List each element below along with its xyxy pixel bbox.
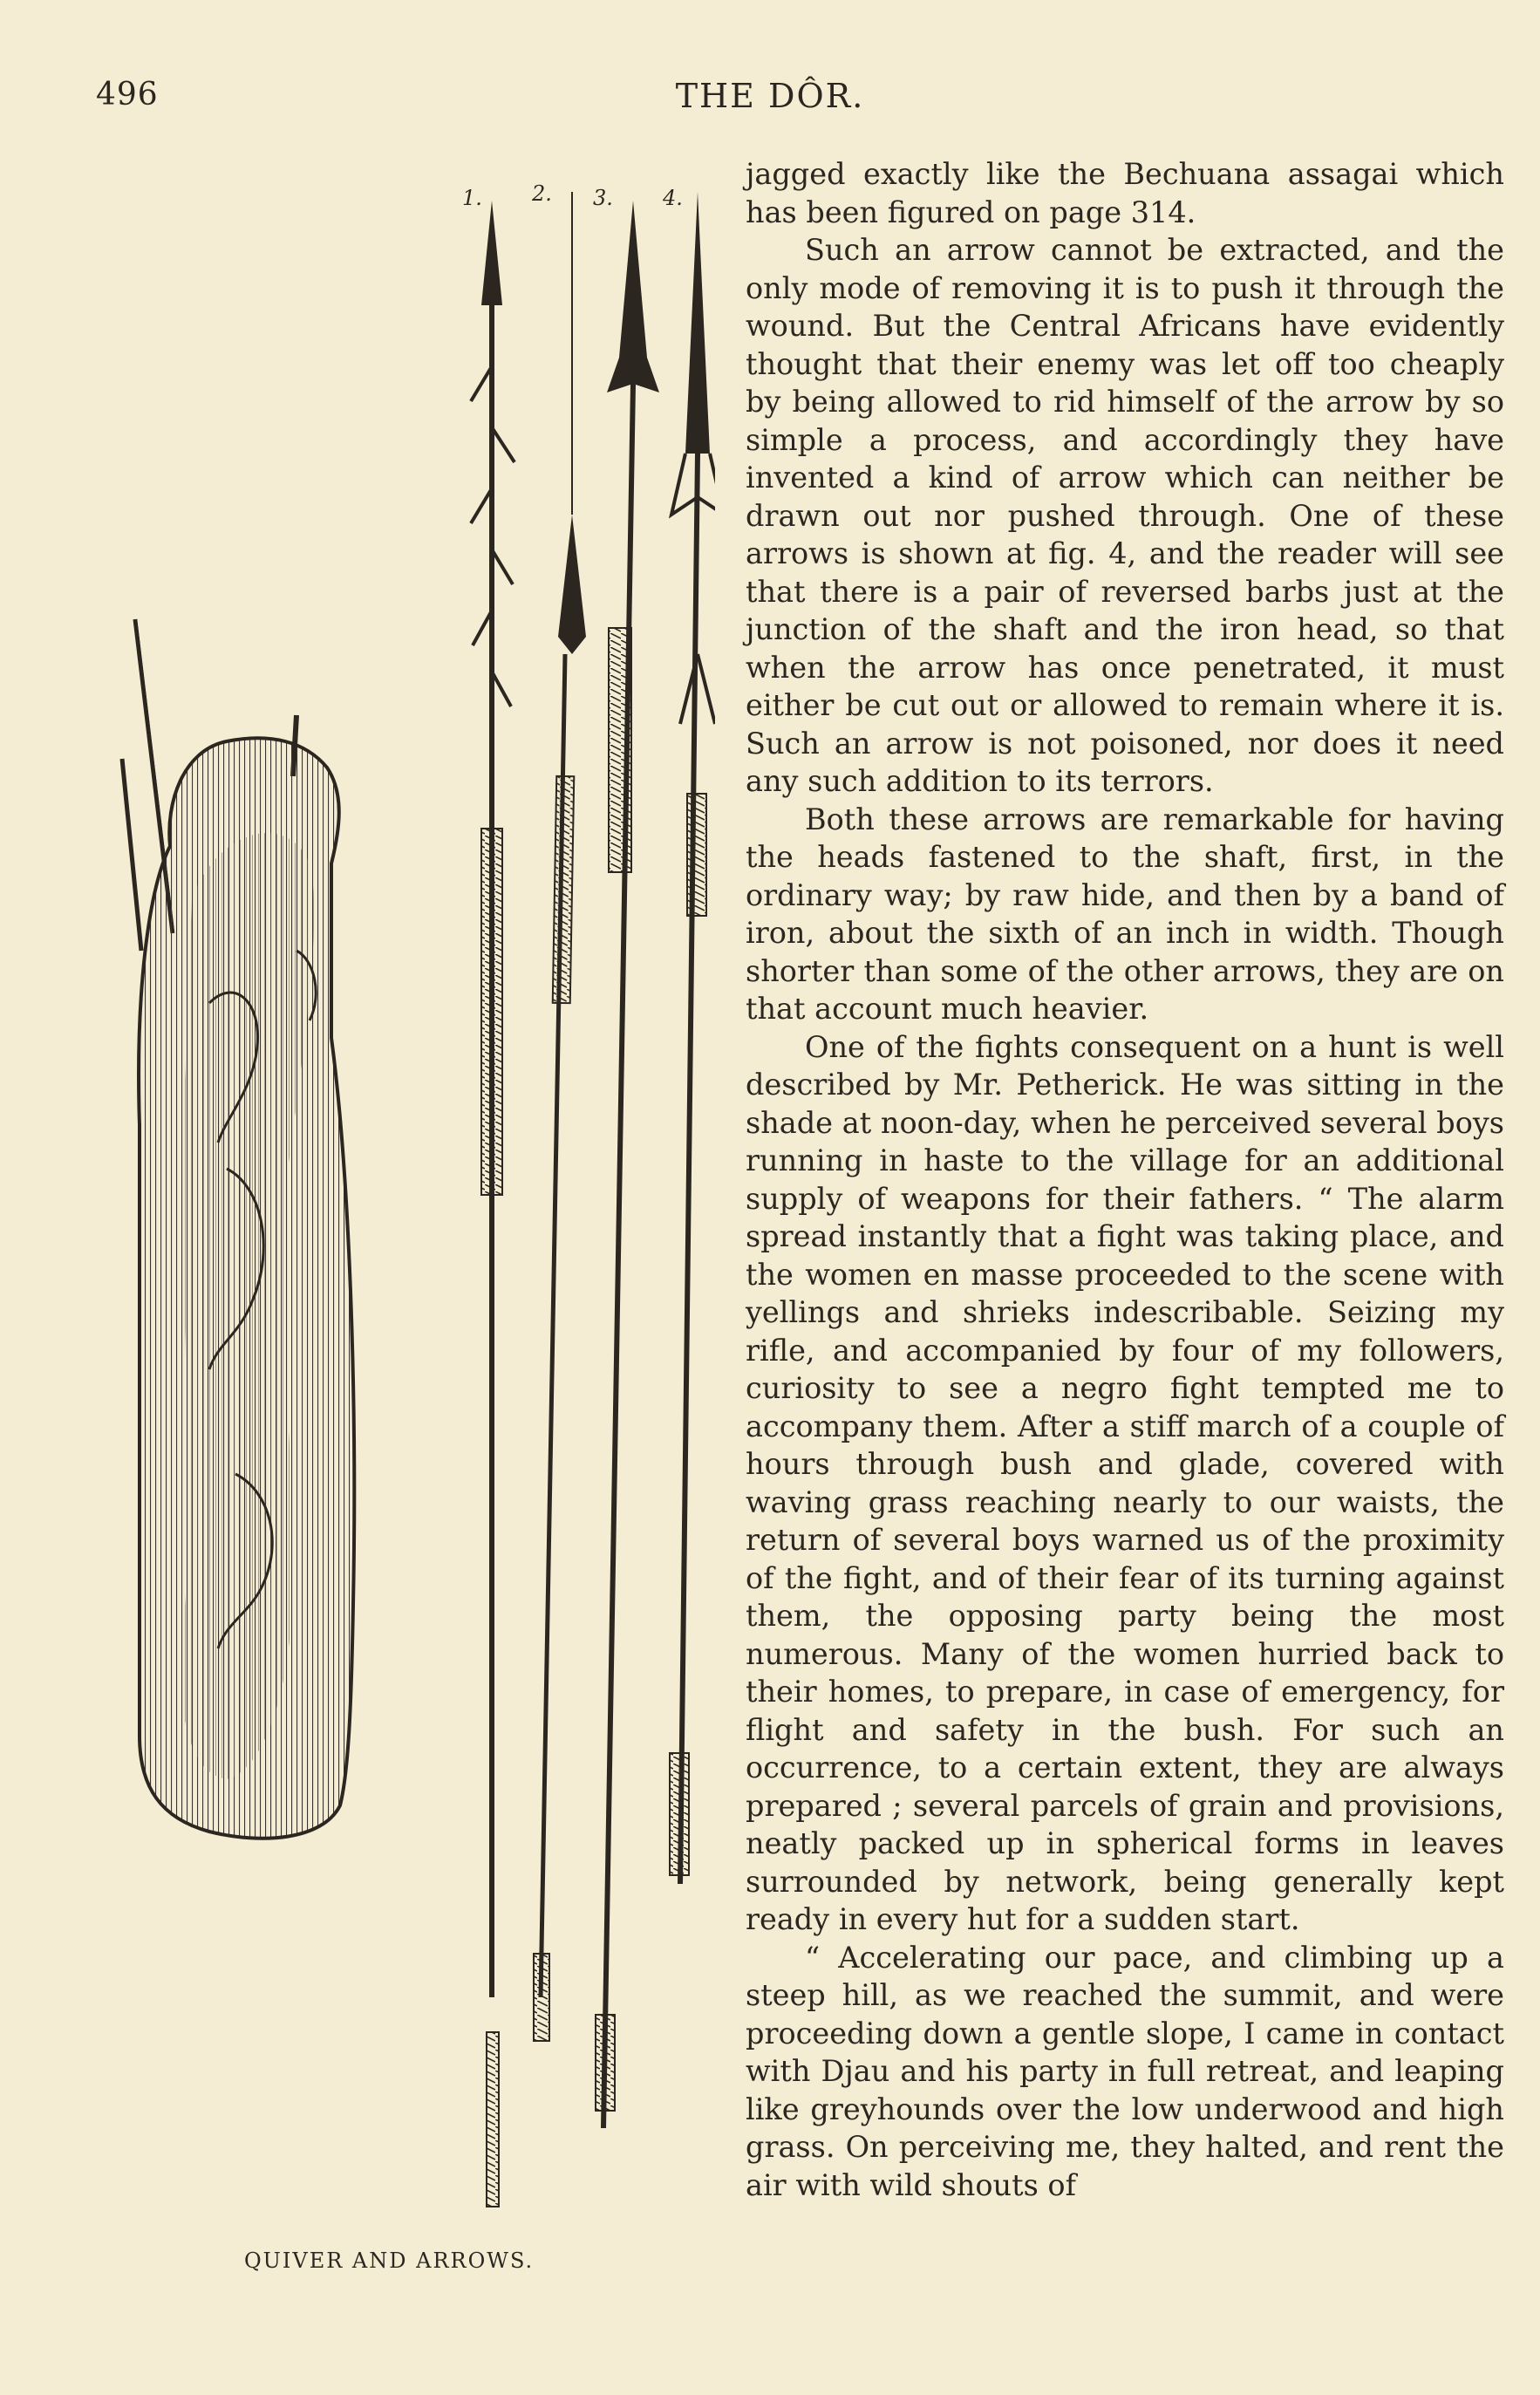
paragraph: Such an arrow cannot be extracted, and the only mode of removing it is to push it through the wound. But the Central Africans have evidently thought that their enemy was let off too cheaply by being allowed to rid himself of the arrow by so simple a process, and accordingly they have invented a kind of arrow which can neither be drawn out nor pushed through. One of these arrows is shown at fig. 4, and the reader will see that there is a pair of reversed barbs just at the junction of the shaft and the iron head, so that when the arrow has once penetrated, it must either be cut out or allowed to remain where it is. Such an arrow is not poisoned, nor does it need any such addition to its terrors. xyxy=(746,233,1504,798)
running-title: THE DÔR. xyxy=(675,77,865,115)
quiver-drawing xyxy=(122,619,354,1839)
arrow-2-drawing xyxy=(531,181,586,2041)
arrow-2-label: 2. xyxy=(532,181,552,206)
arrow-4-label: 4. xyxy=(663,186,683,210)
arrow-1-label: 1. xyxy=(462,186,482,210)
arrow-4-drawing xyxy=(662,186,715,1884)
quiver-and-arrows-illustration xyxy=(87,166,715,2233)
paragraph: One of the fights consequent on a hunt is well described by Mr. Petherick. He was sitting in the shade at noon-day, when he perceived several boys running in haste to the village for an additional supply of weapons for their fathers. “ The alarm spread instantly that a fight was taking place, and the women en masse proceeded to the scene with yellings and shrieks indescribable. Seizing my rifle, and accompanied by four of my followers, curiosity to see a negro fight tempted me to accompany them. After a stiff march of a couple of hours through bush and glade, covered with waving grass reaching nearly to our waists, the return of several boys warned us of the proximity of the fight, and of their fear of its turning against them, the opposing party being the most numerous. Many of the women hurried back to their homes, to prepare, in case of emergency, for flight and safety in the bush. For such an occurrence, to a certain extent, they are always prepared ; several parcels of grain and provisions, neatly packed up in spherical forms in leaves surrounded by network, being generally kept ready in every hut for a sudden start. xyxy=(746,1029,1504,1936)
arrow-3-drawing xyxy=(593,186,659,2128)
paragraph: “ Accelerating our pace, and climbing up a steep hill, as we reached the summit, and were proceeding down a gentle slope, I came in contact with Djau and his party in full retreat, and leaping like greyhounds over the low underwood and high grass. On perceiving me, they halted, and rent the air with wild shouts of xyxy=(746,1940,1504,2202)
paragraph: jagged exactly like the Bechuana assagai which has been figured on page 314. xyxy=(746,157,1504,229)
arrow-1-drawing xyxy=(462,186,514,2207)
paragraph: Both these arrows are remarkable for having the heads fastened to the shaft, first, in the ordinary way; by raw hide, and then by a band of iron, about the sixth of an inch in width. Though shorter than some of the other arrows, they are on that account much heavier. xyxy=(746,802,1504,1026)
body-text xyxy=(746,155,1504,2204)
figure-caption: QUIVER AND ARROWS. xyxy=(244,2248,535,2273)
arrow-3-label: 3. xyxy=(593,186,613,210)
page-number: 496 xyxy=(96,77,159,113)
